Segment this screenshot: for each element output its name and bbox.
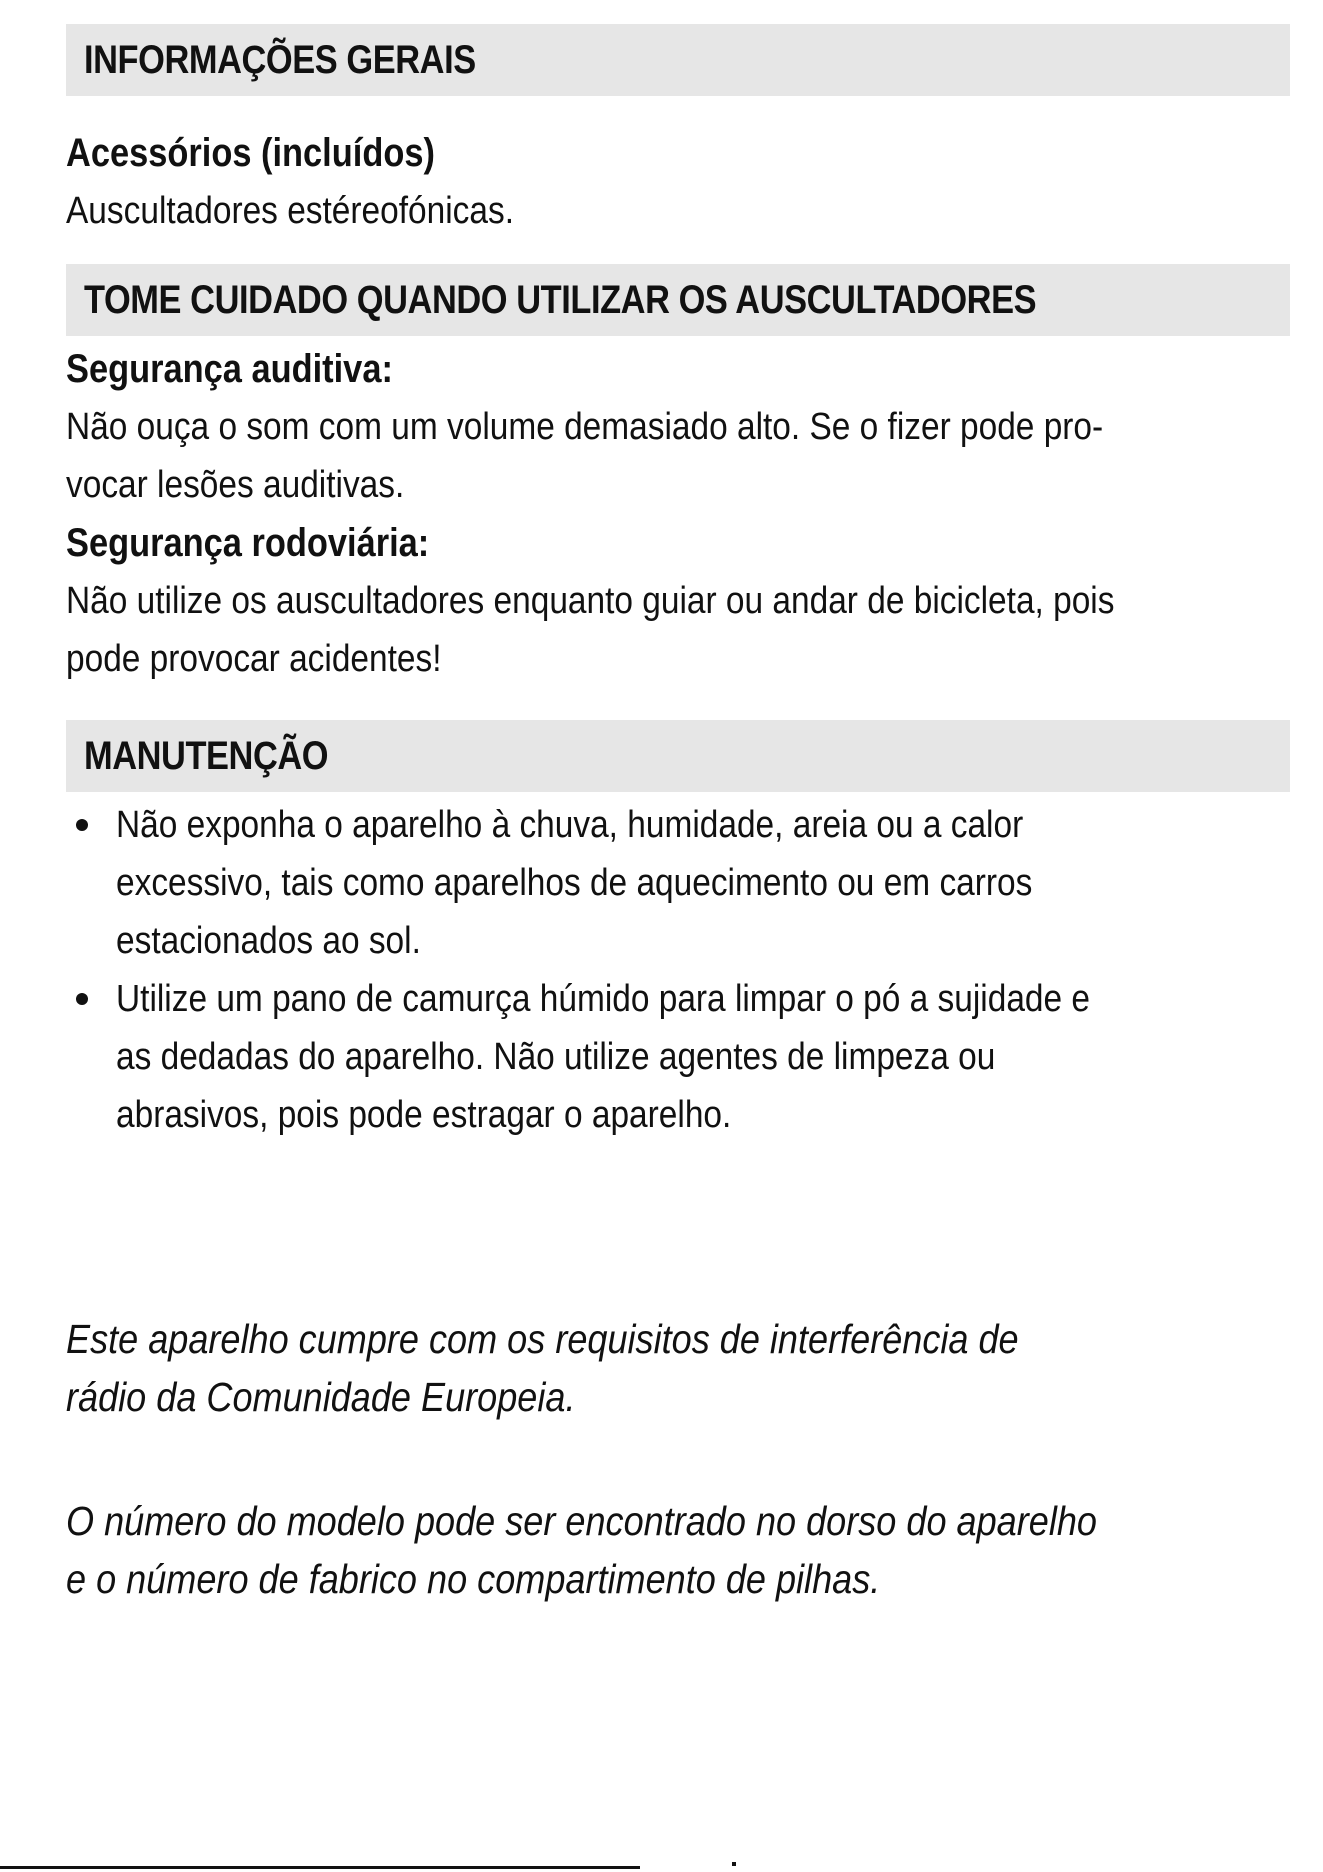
road-safety-line: pode provocar acidentes! bbox=[66, 638, 442, 680]
bullet-line: Utilize um pano de camurça húmido para limpar o pó a sujidade e bbox=[116, 978, 1091, 1020]
bullet-icon bbox=[76, 993, 88, 1005]
bullet-line: as dedadas do aparelho. Não utilize agentes de limpeza ou bbox=[116, 1036, 996, 1078]
eu-compliance-line: Este aparelho cumpre com os requisitos de interferência de bbox=[66, 1316, 1019, 1362]
section-header-general bbox=[66, 24, 1290, 96]
accessories-heading: Acessórios (incluídos) bbox=[66, 131, 435, 175]
eu-compliance-line: rádio da Comunidade Europeia. bbox=[66, 1374, 576, 1420]
footer-mark bbox=[732, 1862, 736, 1866]
model-number-line: e o número de fabrico no compartimento de pilhas. bbox=[66, 1556, 881, 1602]
bullet-icon bbox=[76, 819, 88, 831]
bullet-line: Não exponha o aparelho à chuva, humidade, areia ou a calor bbox=[116, 804, 1024, 846]
section-header-maintenance bbox=[66, 720, 1290, 792]
section-title: TOME CUIDADO QUANDO UTILIZAR OS AUSCULTADORES bbox=[84, 277, 1037, 322]
bullet-line: excessivo, tais como aparelhos de aquecimento ou em carros bbox=[116, 862, 1033, 904]
hearing-safety-line: Não ouça o som com um volume demasiado alto. Se o fizer pode pro- bbox=[66, 406, 1104, 448]
model-number-line: O número do modelo pode ser encontrado no dorso do aparelho bbox=[66, 1498, 1097, 1544]
accessories-text: Auscultadores estéreofónicas. bbox=[66, 190, 514, 232]
hearing-safety-line: vocar lesões auditivas. bbox=[66, 464, 405, 506]
bullet-line: abrasivos, pois pode estragar o aparelho. bbox=[116, 1094, 732, 1136]
list-item bbox=[66, 970, 1290, 1144]
road-safety-heading: Segurança rodoviária: bbox=[66, 521, 430, 565]
section-title: INFORMAÇÕES GERAIS bbox=[84, 37, 476, 82]
list-item bbox=[66, 796, 1290, 970]
road-safety-line: Não utilize os auscultadores enquanto guiar ou andar de bicicleta, pois bbox=[66, 580, 1115, 622]
hearing-safety-heading: Segurança auditiva: bbox=[66, 347, 393, 391]
maintenance-list bbox=[66, 796, 1290, 1144]
section-header-headphones bbox=[66, 264, 1290, 336]
footer-rule bbox=[0, 1866, 640, 1869]
section-title: MANUTENÇÃO bbox=[84, 733, 329, 778]
bullet-line: estacionados ao sol. bbox=[116, 920, 421, 962]
manual-page bbox=[66, 24, 1290, 1608]
